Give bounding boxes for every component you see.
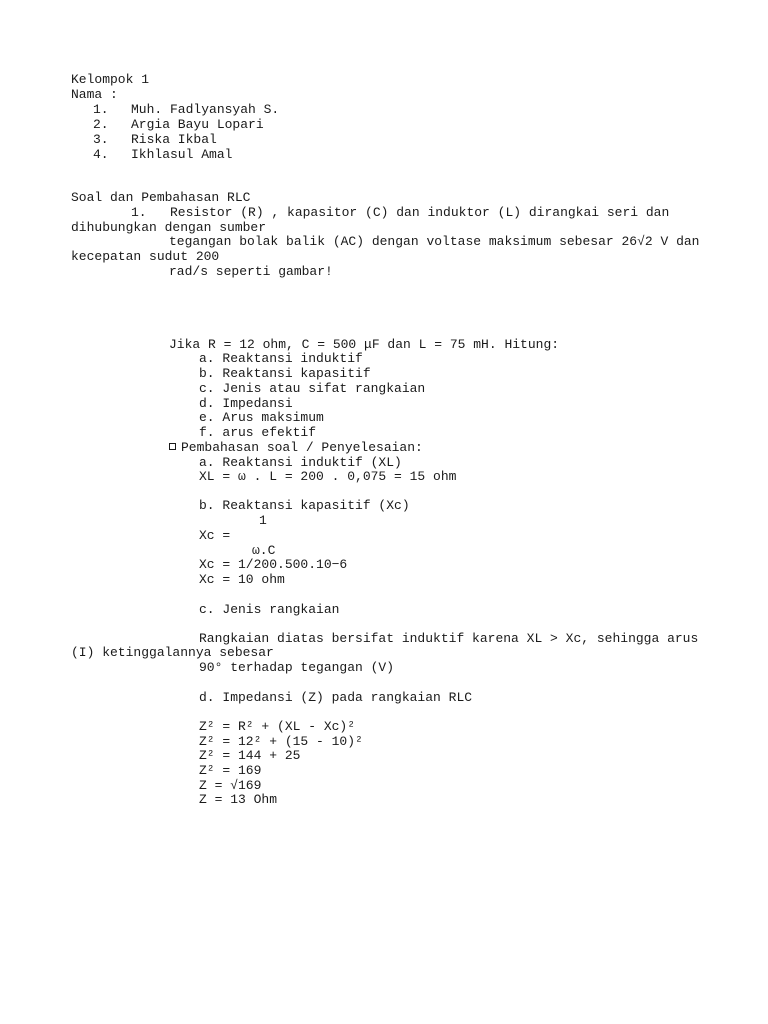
fraction-lhs: Xc = <box>199 528 231 543</box>
problem-line: dihubungkan dengan sumber <box>71 220 267 235</box>
fraction-numerator: 1 <box>259 513 267 528</box>
given-values: Jika R = 12 ohm, C = 500 μF dan L = 75 mH. Hitung: <box>169 337 560 352</box>
question-item: b. Reaktansi kapasitif <box>199 366 371 381</box>
impedance-result: Z = 13 Ohm <box>199 792 278 807</box>
impedance-equation: Z = √169 <box>199 778 262 793</box>
solution-a-title: a. Reaktansi induktif (XL) <box>199 455 402 470</box>
solution-c-text: 90° terhadap tegangan (V) <box>199 660 395 675</box>
solution-heading: Pembahasan soal / Penyelesaian: <box>181 440 423 455</box>
impedance-equation: Z² = R² + (XL - Xc)² <box>199 719 356 734</box>
member-name: Ikhlasul Amal <box>131 147 233 162</box>
member-number: 1. <box>93 102 109 117</box>
solution-b-title: b. Reaktansi kapasitif (Xc) <box>199 498 410 513</box>
question-item: c. Jenis atau sifat rangkaian <box>199 381 426 396</box>
group-label: Kelompok 1 <box>71 72 150 87</box>
solution-c-text: (I) ketinggalannya sebesar <box>71 645 274 660</box>
impedance-equation: Z² = 12² + (15 - 10)² <box>199 734 363 749</box>
solution-c-title: c. Jenis rangkaian <box>199 602 340 617</box>
impedance-equation: Z² = 144 + 25 <box>199 748 301 763</box>
impedance-equation: Z² = 169 <box>199 763 262 778</box>
question-item: f. arus efektif <box>199 425 317 440</box>
question-item: d. Impedansi <box>199 396 293 411</box>
solution-a-equation: XL = ω . L = 200 . 0,075 = 15 ohm <box>199 469 457 484</box>
solution-c-text: Rangkaian diatas bersifat induktif karena XL > Xc, sehingga arus <box>199 631 699 646</box>
fraction-denominator: ω.C <box>252 543 276 558</box>
member-name: Muh. Fadlyansyah S. <box>131 102 280 117</box>
solution-b-equation: Xc = 1/200.500.10−6 <box>199 557 348 572</box>
member-name: Riska Ikbal <box>131 132 217 147</box>
problem-line: kecepatan sudut 200 <box>71 249 220 264</box>
member-name: Argia Bayu Lopari <box>131 117 264 132</box>
member-number: 4. <box>93 147 109 162</box>
member-number: 2. <box>93 117 109 132</box>
question-item: a. Reaktansi induktif <box>199 351 363 366</box>
solution-heading-row <box>169 440 423 455</box>
square-bullet-icon <box>169 443 176 450</box>
problem-line: 1. Resistor (R) , kapasitor (C) dan induktor (L) dirangkai seri dan <box>131 205 670 220</box>
names-label: Nama : <box>71 87 118 102</box>
problem-line: rad/s seperti gambar! <box>169 264 333 279</box>
section-title: Soal dan Pembahasan RLC <box>71 190 251 205</box>
member-number: 3. <box>93 132 109 147</box>
question-item: e. Arus maksimum <box>199 410 324 425</box>
problem-line: tegangan bolak balik (AC) dengan voltase maksimum sebesar 26√2 V dan <box>169 234 700 249</box>
solution-d-title: d. Impedansi (Z) pada rangkaian RLC <box>199 690 473 705</box>
solution-b-result: Xc = 10 ohm <box>199 572 285 587</box>
